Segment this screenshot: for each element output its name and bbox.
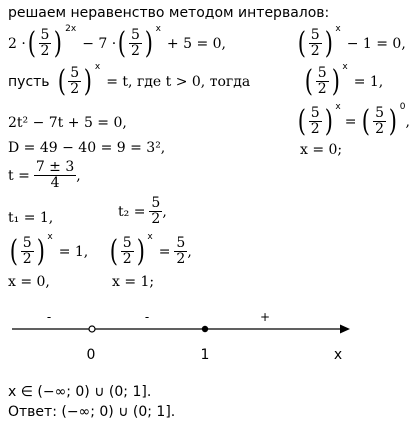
tick-label-1: 1 — [200, 347, 210, 363]
base-fraction: ( $\frac{5}{2}$ ) — [117, 25, 153, 61]
substitution-word: пусть — [8, 73, 50, 90]
heading: решаем неравенство методом интервалов: — [8, 5, 330, 21]
right-equation-2: ( $\frac{5}{2}$ ) x = 1, — [304, 62, 384, 99]
sign-interval-2: - — [144, 310, 150, 324]
term-minus-7: − 7 · — [82, 35, 117, 52]
exponent: x — [155, 24, 161, 35]
closed-point-1 — [202, 326, 208, 332]
base-fraction: ( $\frac{5}{2}$ ) — [27, 25, 63, 61]
answer-set: x ∈ (−∞; 0) ∪ (0; 1]. — [8, 384, 152, 400]
open-point-0 — [89, 326, 95, 332]
equation-main — [8, 24, 226, 61]
axis-arrow-icon — [340, 325, 350, 334]
case-1: ( $\frac{5}{2}$ ) x = 1, — [9, 232, 89, 269]
right-equation-1: ( $\frac{5}{2}$ ) x − 1 = 0, — [297, 24, 406, 61]
coef-2: 2 · — [8, 35, 26, 52]
sign-interval-1: - — [46, 310, 52, 324]
solution-x1: x = 1; — [112, 274, 155, 290]
solution-x0: x = 0, — [8, 274, 50, 290]
exponent: 2x — [65, 24, 77, 35]
sign-interval-3: + — [259, 310, 271, 324]
tick-label-0: 0 — [86, 347, 96, 363]
number-line — [0, 300, 411, 375]
axis-label-x: x — [333, 347, 343, 363]
case-2: ( $\frac{5}{2}$ ) x = $\frac{5}{2}$ , — [109, 232, 192, 269]
root-t1: t₁ = 1, — [8, 210, 54, 226]
root-t2: t₂ = $\frac{5}{2}$ , — [118, 195, 167, 228]
roots-formula: t = $\frac{7 \pm 3}{4}$ , — [8, 159, 81, 192]
quadratic-equation: 2t² − 7t + 5 = 0, — [8, 115, 127, 131]
final-answer: Ответ: (−∞; 0) ∪ (0; 1]. — [8, 404, 176, 420]
right-solution-x0: x = 0; — [300, 142, 343, 158]
substitution-line: пусть ( $\frac{5}{2}$ ) x = t, где t > 0, тогда — [8, 62, 251, 99]
right-equation-3: ( $\frac{5}{2}$ ) x = ( $\frac{5}{2}$ ) 0 , — [297, 102, 410, 139]
discriminant: D = 49 − 40 = 9 = 3², — [8, 140, 166, 156]
term-plus-5: + 5 = 0, — [166, 35, 226, 52]
